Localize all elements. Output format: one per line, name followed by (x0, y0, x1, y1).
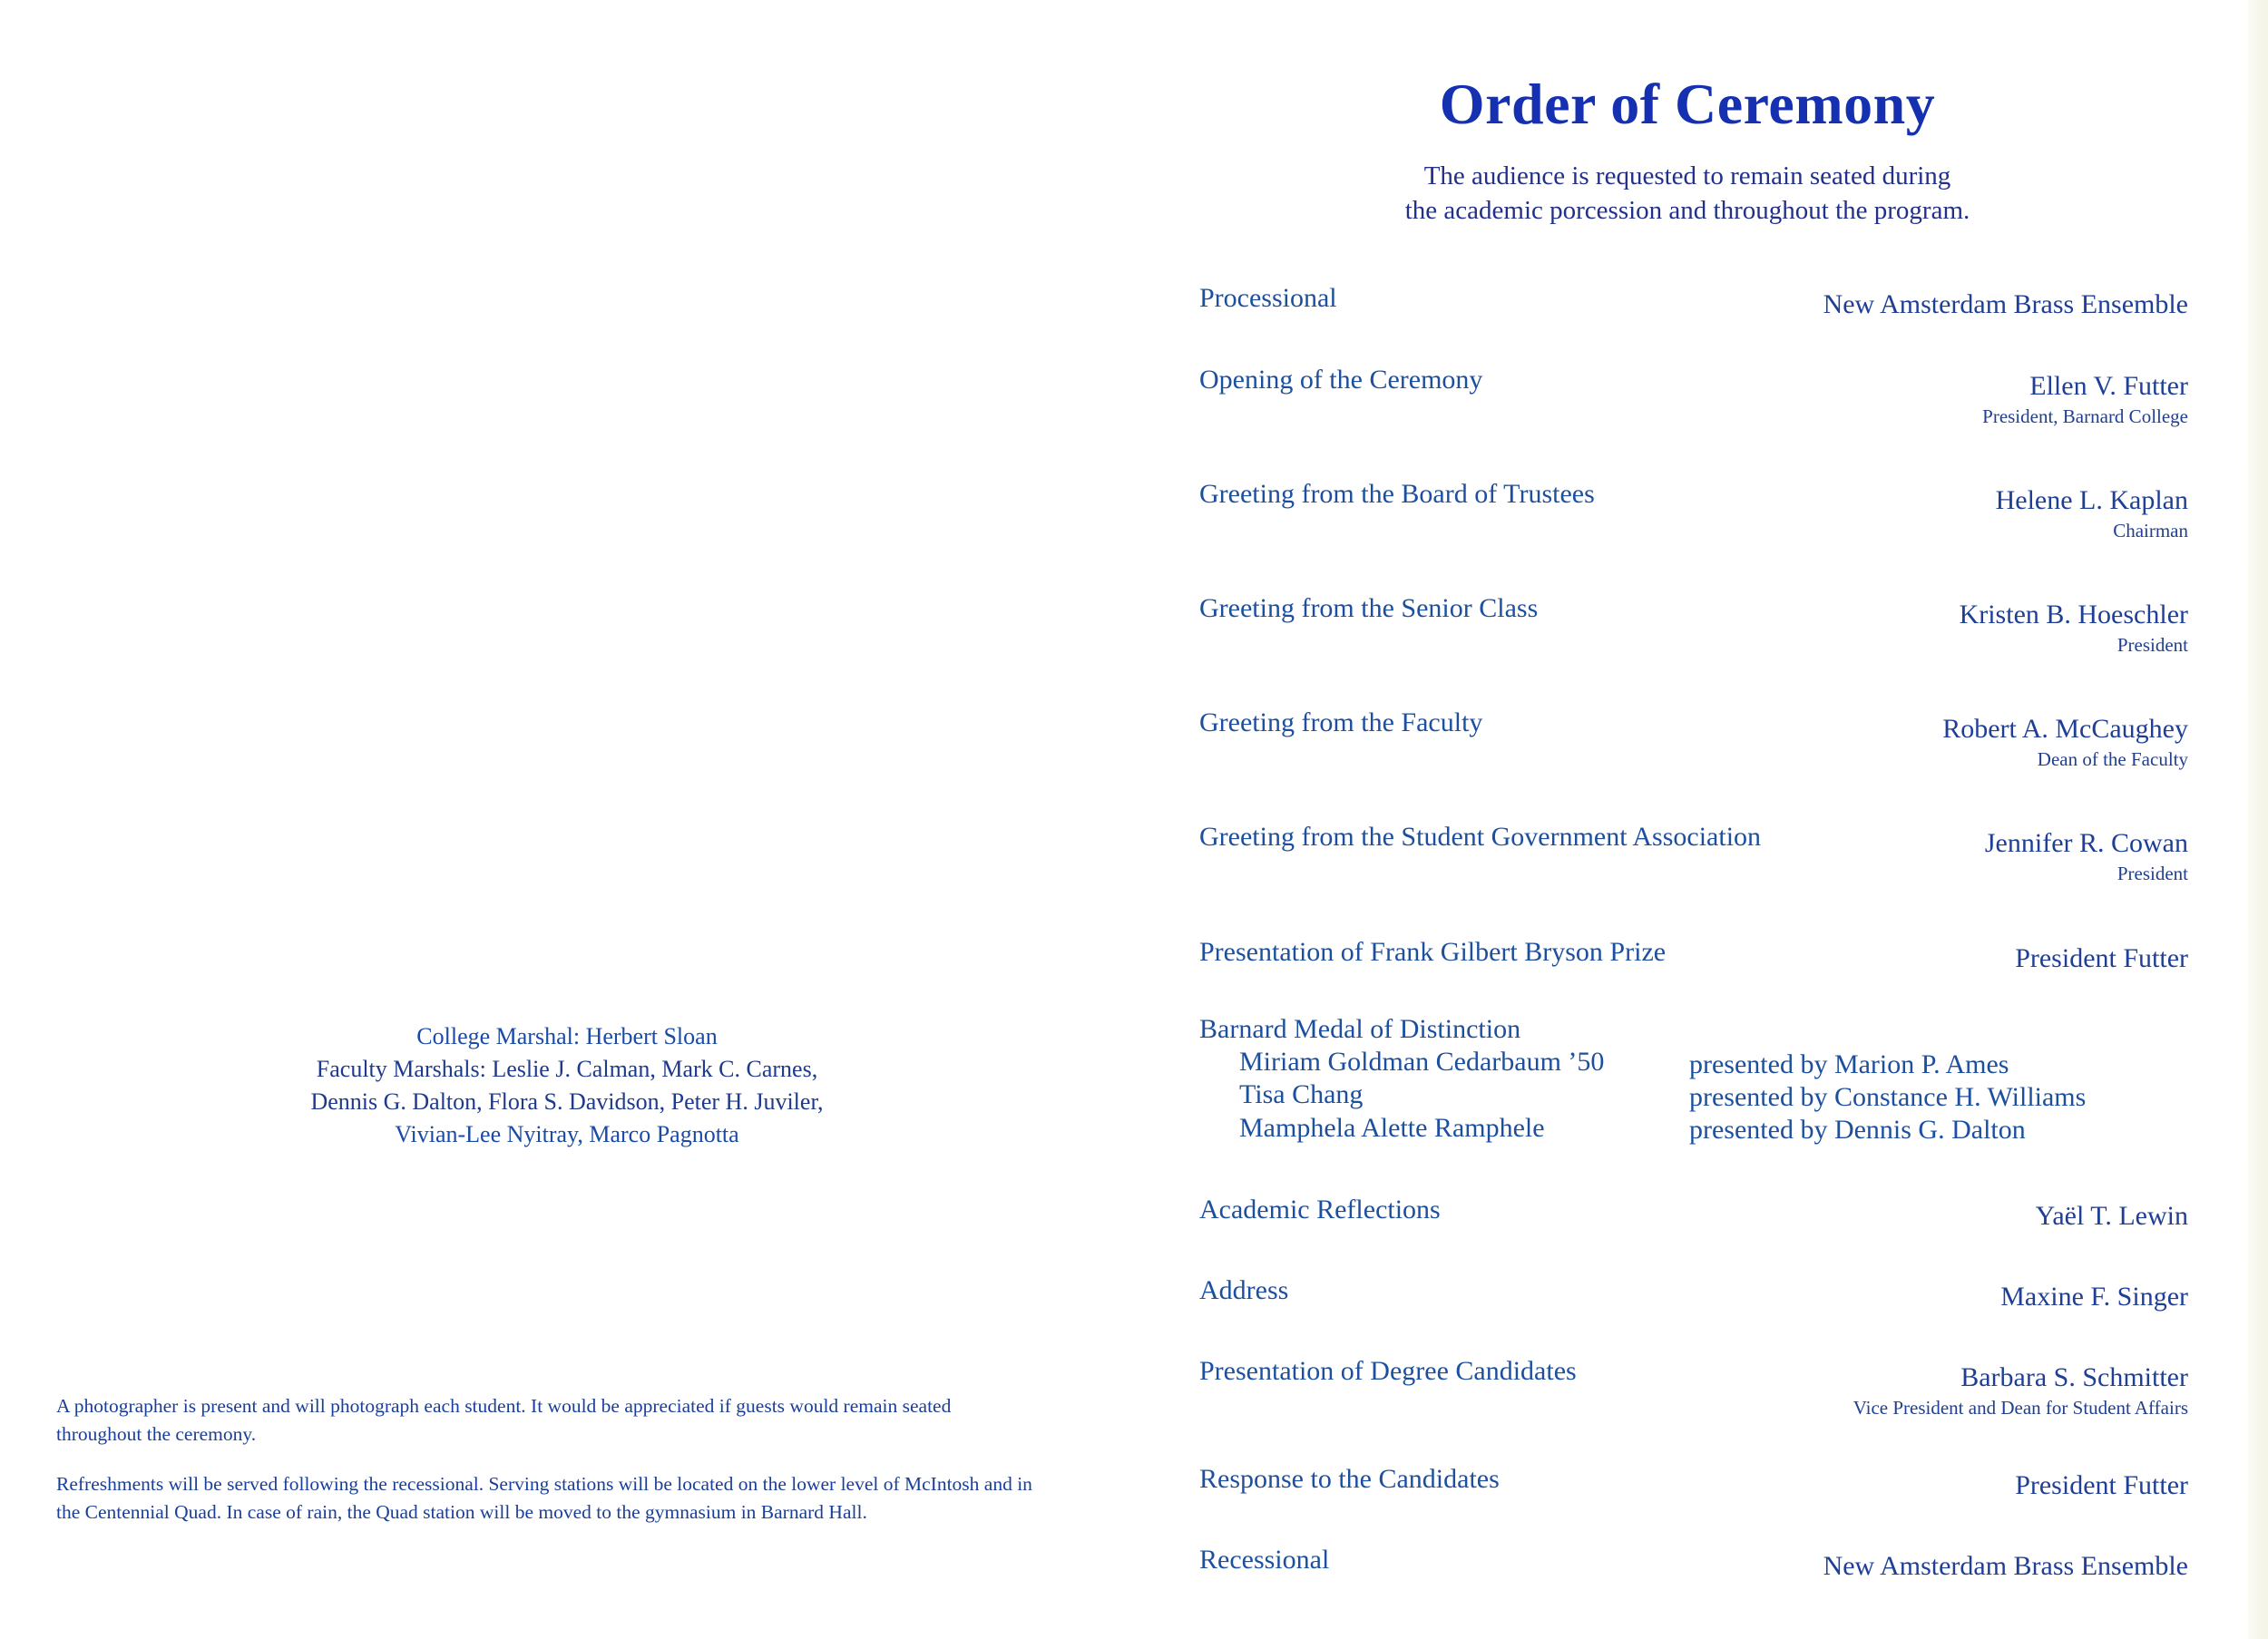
audience-note-line-2: the academic porcession and throughout the program. (1404, 196, 1970, 225)
participant-name: President Futter (2015, 943, 2188, 973)
marshals-block (0, 1020, 1134, 1151)
program-item-label: Processional (1199, 283, 1337, 313)
medal-presenter: presented by Constance H. Williams (1689, 1082, 2087, 1112)
medal-presenter: presented by Marion P. Ames (1689, 1049, 2009, 1079)
program-item-label: Address (1199, 1275, 1289, 1305)
medal-recipient: Tisa Chang (1239, 1079, 1364, 1109)
program-item-participant (1823, 1550, 2188, 1583)
participant-name: Helene L. Kaplan (1995, 485, 2188, 515)
program-item-label: Greeting from the Board of Trustees (1199, 479, 1595, 509)
program-item-participant (2000, 1281, 2188, 1313)
photographer-note: A photographer is present and will photograph each student. It would be appreciated if guests would remain seated throughout the ceremony. (56, 1395, 952, 1445)
college-marshal: College Marshal: Herbert Sloan (416, 1023, 718, 1049)
medal-title: Barnard Medal of Distinction (1199, 1014, 1521, 1044)
program-item-label: Greeting from the Senior Class (1199, 593, 1539, 623)
participant-name: Ellen V. Futter (2029, 371, 2188, 401)
program-item-label: Recessional (1199, 1545, 1330, 1575)
program-item-participant (1985, 827, 2188, 887)
participant-name: Yaël T. Lewin (2035, 1201, 2188, 1231)
participant-name: Maxine F. Singer (2000, 1282, 2188, 1312)
participant-role: President (2116, 634, 2188, 656)
participant-name: Kristen B. Hoeschler (1959, 600, 2188, 629)
audience-note-line-1: The audience is requested to remain seated during (1423, 161, 1951, 190)
participant-role: Dean of the Faculty (2037, 748, 2188, 770)
program-item-label: Presentation of Frank Gilbert Bryson Prize (1199, 937, 1667, 967)
participant-name: Robert A. McCaughey (1942, 714, 2188, 744)
program-item-label: Greeting from the Student Government Association (1199, 822, 1762, 852)
participant-name: President Futter (2015, 1470, 2188, 1500)
participant-name: New Amsterdam Brass Ensemble (1823, 289, 2188, 319)
program-item-label: Academic Reflections (1199, 1195, 1441, 1224)
refreshments-note: Refreshments will be served following the recessional. Serving stations will be located on the lower level of McIntosh and in the Centennial Quad. In case of rain, the Quad station will be moved to the gymnasium in Barnard Hall. (56, 1473, 1032, 1523)
medal-recipient: Miriam Goldman Cedarbaum ’50 (1239, 1047, 1605, 1077)
participant-role: Vice President and Dean for Student Affairs (1853, 1397, 2188, 1419)
faculty-marshals-line-1: Faculty Marshals: Leslie J. Calman, Mark C. Carnes, (316, 1056, 818, 1082)
participant-name: Barbara S. Schmitter (1960, 1362, 2188, 1392)
participant-role: Chairman (2113, 520, 2188, 541)
medal-of-distinction (1199, 1013, 2188, 1145)
participant-name: Jennifer R. Cowan (1984, 828, 2188, 858)
right-page (1134, 0, 2268, 1639)
program-item-participant (1853, 1361, 2188, 1421)
program-item-participant (2036, 1200, 2188, 1233)
program-item-participant (1960, 599, 2188, 659)
faculty-marshals-line-3: Vivian-Lee Nyitray, Marco Pagnotta (395, 1121, 739, 1147)
program-item-label: Greeting from the Faculty (1199, 707, 1483, 737)
page-title: Order of Ceremony (1439, 72, 1936, 136)
medal-recipient: Mamphela Alette Ramphele (1239, 1113, 1545, 1143)
audience-note (1134, 159, 2241, 228)
program-item-participant (1942, 713, 2188, 773)
program-item-participant (1996, 484, 2188, 544)
participant-name: New Amsterdam Brass Ensemble (1823, 1551, 2188, 1581)
program-item-label: Response to the Candidates (1199, 1464, 1500, 1494)
program-item-participant (1982, 370, 2188, 430)
medal-presenter: presented by Dennis G. Dalton (1689, 1115, 2026, 1145)
program-item-participant (2015, 942, 2188, 975)
participant-role: President (2116, 863, 2188, 884)
program-item-label: Opening of the Ceremony (1199, 365, 1483, 395)
program-item-participant (1823, 288, 2188, 321)
program-item-label: Presentation of Degree Candidates (1199, 1356, 1577, 1386)
program-item-participant (2015, 1469, 2188, 1502)
participant-role: President, Barnard College (1982, 405, 2188, 427)
notes-block (56, 1392, 1036, 1548)
faculty-marshals-line-2: Dennis G. Dalton, Flora S. Davidson, Peter H. Juviler, (310, 1088, 824, 1115)
